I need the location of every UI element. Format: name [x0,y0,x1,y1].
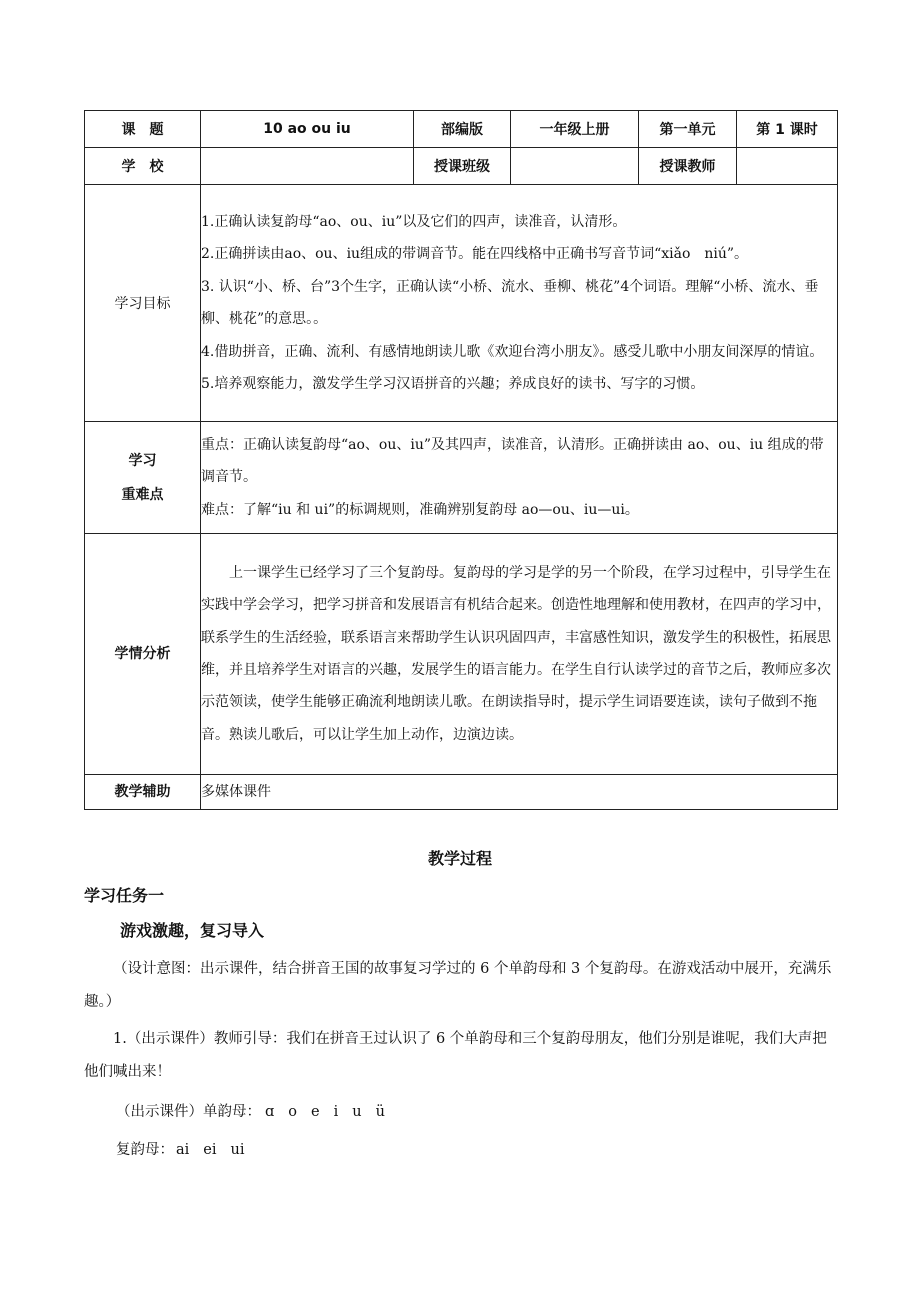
table-row-analysis [85,534,838,775]
objective-item: 3. 认识“小、桥、台”3个生字，正确认读“小桥、流水、垂柳、桃花”4个词语。理解“小桥、流水、垂柳、桃花”的意思。。 [201,278,819,327]
teacher-label: 授课教师 [639,148,737,185]
aids-value: 多媒体课件 [201,775,838,810]
lesson-plan-table [84,110,838,810]
key-points-label [85,422,201,534]
objective-item: 4.借助拼音，正确、流利、有感情地朗读儿歌《欢迎台湾小朋友》。感受儿歌中小朋友间深厚的情谊。 [201,343,824,360]
single-final: o [288,1104,298,1120]
analysis-label: 学情分析 [85,534,201,775]
table-row-topic [85,111,838,148]
school-label: 学 校 [85,148,201,185]
key-point-text: 重点：正确认读复韵母“ao、ou、iu”及其四声，读准音，认清形。正确拼读由 ao、ou、iu 组成的带调音节。 [201,436,824,486]
grade-cell: 一年级上册 [511,111,639,148]
key-points-content [201,422,838,534]
difficult-point-text: 难点：了解“iu 和 ui”的标调规则，准确辨别复韵母 ao—ou、iu—ui。 [201,501,639,518]
single-final: u [352,1104,362,1120]
design-intent: （设计意图：出示课件，结合拼音王国的故事复习学过的 6 个单韵母和 3 个复韵母。在游戏活动中展开，充满乐趣。） [84,961,832,1010]
compound-finals-line [116,1138,259,1159]
single-finals-line [116,1100,399,1121]
single-final: ɑ [265,1104,275,1120]
key-points-label-line1: 学习 [128,452,157,469]
teacher-value [737,148,838,185]
objective-item: 5.培养观察能力，激发学生学习汉语拼音的兴趣；养成良好的读书、写字的习惯。 [201,376,705,392]
table-row-key-points [85,422,838,534]
objective-item: 1.正确认读复韵母“ao、ou、iu”以及它们的四声，读准音，认清形。 [201,213,627,230]
table-row-objectives [85,185,838,422]
school-value [201,148,414,185]
compound-final: ui [230,1142,245,1158]
analysis-text: 上一课学生已经学习了三个复韵母。复韵母的学习是学的另一个阶段，在学习过程中，引导学生在实践中学会学习，把学习拼音和发展语言有机结合起来。创造性地理解和使用教材，在四声的学习中，联系学生的生活经验，联系语言来帮助学生认识巩固四声，丰富感性知识，激发学生的积极性，拓展思维，并且培养学生对语言的兴趣，发展学生的语言能力。在学生自行认读学过的音节之后，教师应多次示范领读，使学生能够正确流利地朗读儿歌。在朗读指导时，提示学生词语要连读，读句子做到不拖音。熟读儿歌后，可以让学生加上动作，边演边读。 [201,534,838,775]
section-title: 教学过程 [427,849,492,868]
table-row-aids [85,775,838,810]
step-1: 1.（出示课件）教师引导：我们在拼音王过认识了 6 个单韵母和三个复韵母朋友，他们分别是谁呢，我们大声把他们喊出来！ [84,1031,827,1080]
single-final: e [311,1104,320,1120]
aids-label: 教学辅助 [85,775,201,810]
objectives-label: 学习目标 [85,185,201,422]
edition-cell: 部编版 [414,111,511,148]
class-value [511,148,639,185]
task-label: 学习任务一 [84,886,165,905]
single-final: i [333,1104,339,1120]
table-row-school [85,148,838,185]
class-label: 授课班级 [414,148,511,185]
unit-cell: 第一单元 [639,111,737,148]
compound-finals-label: 复韵母： [116,1142,174,1158]
key-points-label-line2: 重难点 [121,486,164,503]
period-cell: 第 1 课时 [737,111,838,148]
compound-final: ei [203,1142,217,1158]
topic-value: 10 ao ou iu [201,111,414,148]
single-finals-label: （出示课件）单韵母： [116,1104,261,1120]
objectives-content [201,185,838,422]
topic-label: 课 题 [85,111,201,148]
compound-final: ai [176,1142,190,1158]
task-title: 游戏激趣，复习导入 [120,921,265,940]
single-final: ü [375,1104,385,1120]
objective-item: 2.正确拼读由ao、ou、iu组成的带调音节。能在四线格中正确书写音节词“xiǎo niú”。 [201,246,749,262]
